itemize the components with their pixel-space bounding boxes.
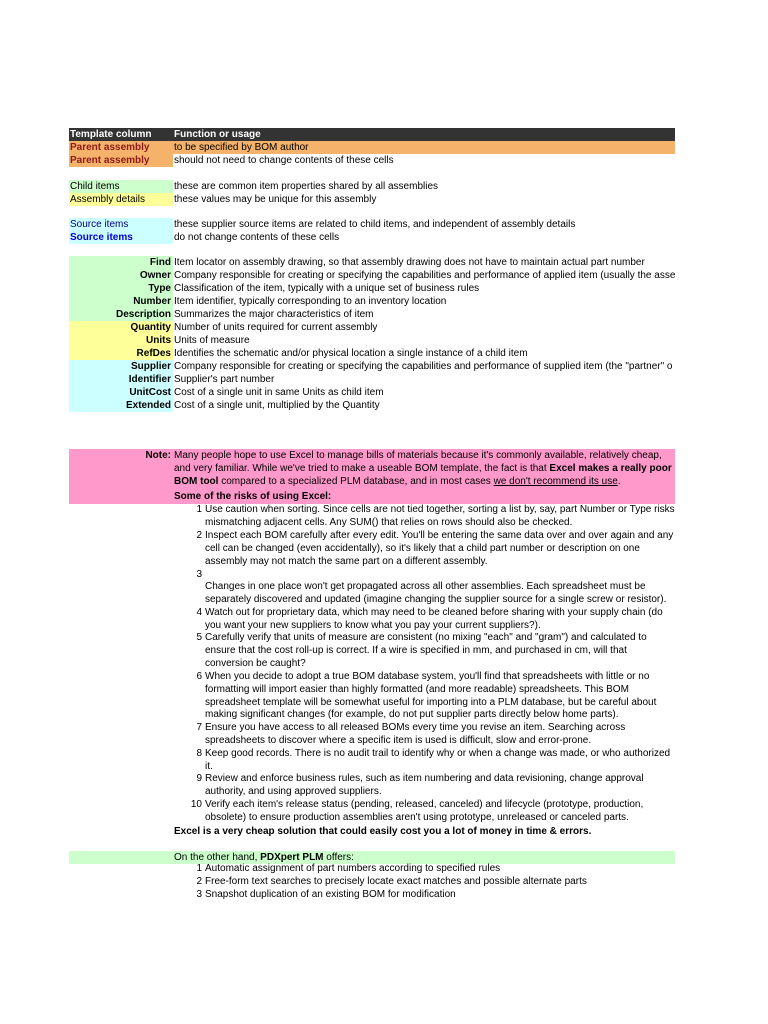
list-number: 4	[196, 607, 202, 618]
list-number: 8	[196, 748, 202, 759]
field-name: Extended	[69, 399, 173, 412]
note-text-b: compared to a specialized PLM database, and in most cases	[218, 476, 494, 487]
row-label: Parent assembly	[69, 141, 173, 154]
field-name: UnitCost	[69, 386, 173, 399]
field-row-description	[69, 308, 675, 321]
list-item	[174, 863, 674, 876]
header-template-column: Template column	[69, 128, 173, 141]
list-item	[174, 607, 674, 633]
list-item	[174, 722, 674, 748]
list-item	[174, 773, 674, 799]
list-text: When you decide to adopt a true BOM database system, you'll find that spreadsheets with little or no formatting will import easier than highly formatted (and more readable) spreadsheets. This BOM spreadsheet template will be somewhat useful for importing into a PLM database, but be careful about making significant changes (for example, do not put supplier parts directly below home parts).	[205, 671, 657, 721]
field-desc: Identifies the schematic and/or physical location a single instance of a child item	[174, 348, 528, 359]
header-function-or-usage: Function or usage	[173, 128, 675, 141]
risks-heading: Some of the risks of using Excel:	[174, 491, 332, 502]
table-row	[69, 231, 675, 244]
pdx-intro-b: offers:	[323, 852, 354, 863]
note-block	[69, 449, 675, 504]
field-name: Type	[69, 282, 173, 295]
note-text-bold: Excel makes a really poor BOM tool	[174, 463, 672, 487]
field-name: Supplier	[69, 360, 173, 373]
list-text: Ensure you have access to all released BOMs every time you revise an item. Searching across spreadsheets to discover where a specific item is used is difficult, slow and error-prone.	[205, 722, 626, 746]
list-text: Automatic assignment of part numbers according to specified rules	[205, 863, 501, 874]
conclusion-text: Excel is a very cheap solution that could easily cost you a lot of money in time & errors.	[174, 826, 592, 837]
row-label: Parent assembly	[69, 154, 173, 167]
list-text: Watch out for proprietary data, which may need to be cleaned before sharing with your supply chain (do you want your new suppliers to know what you pay your current suppliers?).	[205, 607, 663, 631]
field-name: Number	[69, 295, 173, 308]
field-row-quantity	[69, 321, 675, 334]
field-name: Description	[69, 308, 173, 321]
list-item	[174, 671, 674, 723]
list-number: 1	[196, 863, 202, 874]
list-number: 3	[196, 889, 202, 900]
list-text: Use caution when sorting. Since cells are not tied together, sorting a list by, say, part Number or Type risks mismatching adjacent cells. Any SUM() that relies on rows should also be checked.	[205, 504, 675, 528]
list-text: Carefully verify that units of measure are consistent (no mixing "each" and "gram") and calculated to ensure that the cost roll-up is correct. If a wire is specified in mm, and purchased in cm, will that conversion be caught?	[205, 632, 647, 669]
field-row-owner	[69, 269, 675, 282]
field-name: RefDes	[69, 347, 173, 360]
list-text: Changes in one place won't get propagated across all other assemblies. Each spreadsheet must be separately discovered and updated (imagine changing the supplier source for a single screw or resistor).	[205, 581, 667, 605]
field-desc: Units of measure	[174, 335, 250, 346]
list-number: 2	[196, 876, 202, 887]
field-name: Find	[69, 256, 173, 269]
field-row-extended	[69, 399, 675, 412]
list-number: 2	[196, 530, 202, 541]
list-text: Inspect each BOM carefully after every edit. You'll be entering the same data over and over again and any cell can be changed (even accidentally), so it's likely that a child part number or description on one assembly may not match the same part on a different assembly.	[205, 530, 674, 567]
list-text: Free-form text searches to precisely locate exact matches and possible alternate parts	[205, 876, 587, 887]
list-number: 9	[196, 773, 202, 784]
field-row-refdes	[69, 347, 675, 360]
pdx-intro-bold: PDXpert PLM	[260, 852, 324, 863]
note-text	[174, 449, 674, 488]
field-desc: Item locator on assembly drawing, so that assembly drawing does not have to maintain actual part number	[174, 257, 645, 268]
field-desc: Cost of a single unit in same Units as child item	[174, 387, 384, 398]
note-text-a: Many people hope to use Excel to manage bills of materials because it's commonly available, relatively cheap, and very familiar. While we've tried to make a useable BOM template, the fact is that	[174, 450, 662, 474]
table-row	[69, 154, 675, 167]
list-item	[174, 876, 674, 889]
row-desc: these are common item properties shared by all assemblies	[174, 181, 439, 192]
row-desc: to be specified by BOM author	[173, 141, 675, 154]
row-label: Assembly details	[69, 193, 173, 206]
field-row-units	[69, 334, 675, 347]
list-number: 5	[196, 632, 202, 643]
list-item	[174, 530, 674, 569]
field-name: Units	[69, 334, 173, 347]
list-item	[174, 799, 674, 825]
field-row-identifier	[69, 373, 675, 386]
row-desc: these supplier source items are related to child items, and independent of assembly details	[174, 219, 576, 230]
list-text: Verify each item's release status (pending, released, canceled) and lifecycle (prototype, production, obsolete) to ensure production assemblies aren't using prototype, unreleased or canceled parts.	[205, 799, 644, 823]
field-desc: Supplier's part number	[174, 374, 275, 385]
row-desc: do not change contents of these cells	[174, 232, 340, 243]
field-name: Owner	[69, 269, 173, 282]
field-desc: Item identifier, typically corresponding to an inventory location	[174, 296, 447, 307]
field-name: Identifier	[69, 373, 173, 386]
field-name: Quantity	[69, 321, 173, 334]
field-desc: Company responsible for creating or specifying the capabilities and performance of supplied item (the "partner" o	[174, 361, 673, 372]
note-label: Note:	[145, 450, 171, 461]
list-item	[174, 748, 674, 774]
list-item	[174, 889, 674, 902]
field-desc: Company responsible for creating or specifying the capabilities and performance of applied item (usually the asse	[174, 270, 675, 281]
row-desc: these values may be unique for this assembly	[174, 194, 377, 205]
row-desc: should not need to change contents of these cells	[174, 155, 394, 166]
field-row-find	[69, 256, 675, 269]
list-item	[174, 504, 674, 530]
table-row	[69, 180, 675, 193]
list-number: 7	[196, 722, 202, 733]
list-text: Keep good records. There is no audit trail to identify why or when a change was made, or who authorized it.	[205, 748, 671, 772]
list-number: 1	[196, 504, 202, 515]
list-number: 3	[196, 569, 202, 580]
table-header	[69, 128, 675, 141]
table-row	[69, 193, 675, 206]
row-label: Source items	[69, 231, 173, 244]
field-desc: Number of units required for current assembly	[174, 322, 378, 333]
conclusion-row	[69, 825, 675, 838]
field-desc: Summarizes the major characteristics of item	[174, 309, 374, 320]
list-item	[174, 632, 674, 671]
table-row	[69, 218, 675, 231]
list-number: 6	[196, 671, 202, 682]
field-desc: Classification of the item, typically with a unique set of business rules	[174, 283, 480, 294]
list-number: 10	[190, 799, 202, 810]
note-text-c: .	[617, 476, 621, 487]
field-desc: Cost of a single unit, multiplied by the Quantity	[174, 400, 380, 411]
row-label: Source items	[69, 218, 173, 231]
field-row-unitcost	[69, 386, 675, 399]
list-item	[174, 581, 674, 607]
row-label: Child items	[69, 180, 173, 193]
field-row-number	[69, 295, 675, 308]
pdx-intro-a: On the other hand,	[174, 852, 261, 863]
list-text: Snapshot duplication of an existing BOM for modification	[205, 889, 456, 900]
list-text: Review and enforce business rules, such as item numbering and data revisioning, change approval authority, and using approved suppliers.	[205, 773, 644, 797]
field-row-type	[69, 282, 675, 295]
note-text-underline: we don't recommend its use	[493, 476, 618, 487]
table-row	[69, 141, 675, 154]
field-row-supplier	[69, 360, 675, 373]
